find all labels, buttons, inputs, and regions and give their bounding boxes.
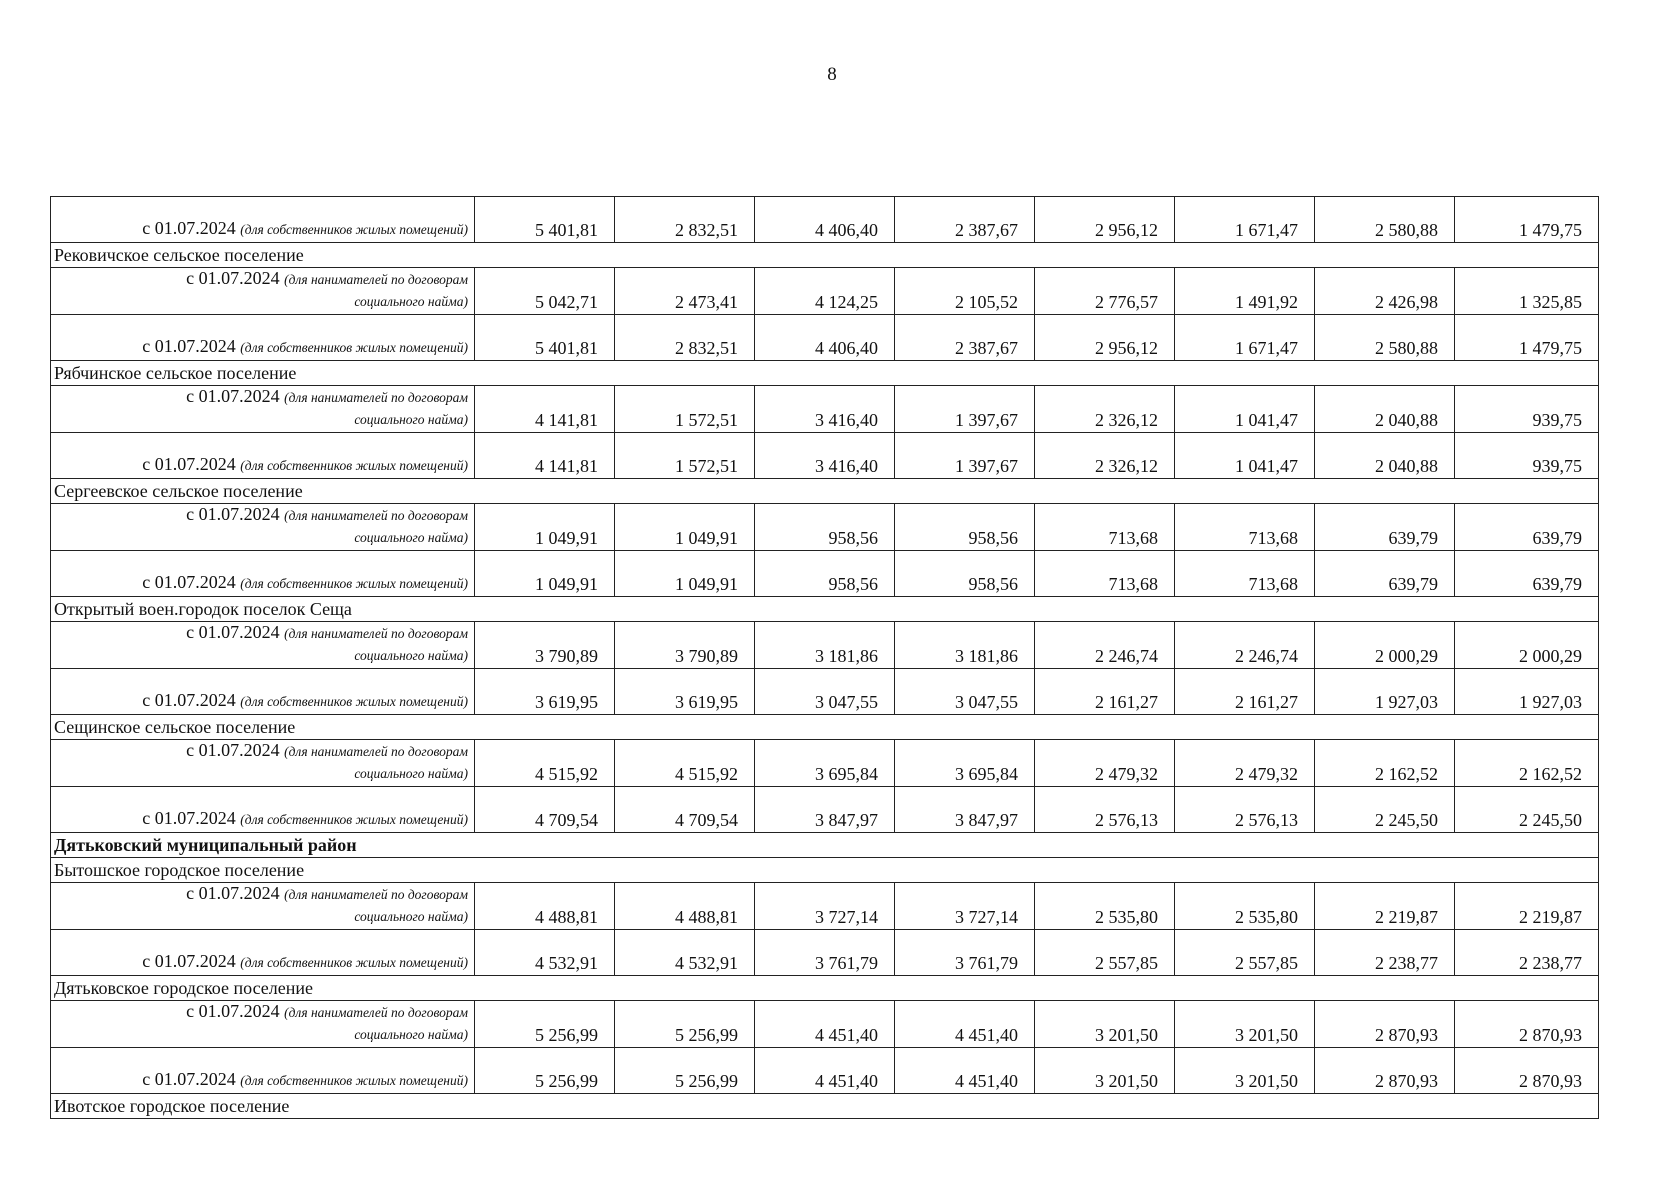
section-row xyxy=(51,715,1599,740)
tariff-value: 2 776,57 xyxy=(1035,268,1175,315)
table-row xyxy=(51,740,1599,787)
tariff-value: 2 479,32 xyxy=(1175,740,1315,787)
section-title: Рековичское сельское поселение xyxy=(51,243,1599,268)
tariff-value: 2 040,88 xyxy=(1315,386,1455,433)
row-label xyxy=(51,669,475,715)
tariff-value: 2 105,52 xyxy=(895,268,1035,315)
row-label xyxy=(51,930,475,976)
tariff-value: 2 870,93 xyxy=(1315,1048,1455,1094)
tariff-value: 639,79 xyxy=(1315,504,1455,551)
tenant-note-line1: (для нанимателей по договорам xyxy=(284,1005,468,1020)
tariff-value: 4 532,91 xyxy=(475,930,615,976)
tariff-value: 1 397,67 xyxy=(895,433,1035,479)
tariff-value: 958,56 xyxy=(755,504,895,551)
date-label: с 01.07.2024 xyxy=(142,454,236,474)
table-row xyxy=(51,669,1599,715)
tariff-value: 4 709,54 xyxy=(615,787,755,833)
tariff-value: 4 141,81 xyxy=(475,433,615,479)
tariff-value: 2 246,74 xyxy=(1175,622,1315,669)
table-row xyxy=(51,268,1599,315)
tariff-value: 2 535,80 xyxy=(1175,883,1315,930)
owner-note: (для собственников жилых помещений) xyxy=(240,222,468,237)
tariff-value: 713,68 xyxy=(1175,551,1315,597)
tariff-value: 2 162,52 xyxy=(1455,740,1599,787)
tariff-value: 4 406,40 xyxy=(755,315,895,361)
tariff-value: 2 245,50 xyxy=(1455,787,1599,833)
date-label: с 01.07.2024 xyxy=(186,504,280,524)
tariff-value: 3 727,14 xyxy=(895,883,1035,930)
owner-note: (для собственников жилых помещений) xyxy=(240,955,468,970)
tariff-value: 4 532,91 xyxy=(615,930,755,976)
tariff-value: 2 535,80 xyxy=(1035,883,1175,930)
tariff-value: 4 141,81 xyxy=(475,386,615,433)
tariff-value: 2 387,67 xyxy=(895,197,1035,243)
tariff-value: 3 727,14 xyxy=(755,883,895,930)
tenant-note-line1: (для нанимателей по договорам xyxy=(284,390,468,405)
tariff-value: 4 406,40 xyxy=(755,197,895,243)
tariff-value: 2 870,93 xyxy=(1315,1001,1455,1048)
tariff-value: 3 619,95 xyxy=(615,669,755,715)
owner-note: (для собственников жилых помещений) xyxy=(240,576,468,591)
section-title: Бытошское городское поселение xyxy=(51,858,1599,883)
tariff-value: 2 557,85 xyxy=(1035,930,1175,976)
tariff-value: 3 201,50 xyxy=(1035,1001,1175,1048)
tariff-value: 3 047,55 xyxy=(755,669,895,715)
date-label: с 01.07.2024 xyxy=(186,883,280,903)
tariff-value: 2 387,67 xyxy=(895,315,1035,361)
row-label xyxy=(51,433,475,479)
tariff-value: 1 049,91 xyxy=(615,551,755,597)
tariff-value: 4 124,25 xyxy=(755,268,895,315)
tariff-value: 4 451,40 xyxy=(895,1001,1035,1048)
tariff-value: 2 576,13 xyxy=(1035,787,1175,833)
tariff-value: 2 956,12 xyxy=(1035,197,1175,243)
row-label xyxy=(51,622,475,669)
table-row xyxy=(51,433,1599,479)
tenant-note-line1: (для нанимателей по договорам xyxy=(284,626,468,641)
tariff-value: 3 695,84 xyxy=(895,740,1035,787)
tariff-value: 2 870,93 xyxy=(1455,1048,1599,1094)
tariff-value: 1 671,47 xyxy=(1175,315,1315,361)
date-label: с 01.07.2024 xyxy=(186,622,280,642)
tenant-note-line2: социального найма) xyxy=(354,530,468,545)
tariff-value: 3 181,86 xyxy=(895,622,1035,669)
section-title: Дятьковский муниципальный район xyxy=(51,833,1599,858)
tenant-note-line1: (для нанимателей по договорам xyxy=(284,272,468,287)
tariff-value: 3 201,50 xyxy=(1175,1048,1315,1094)
tariff-value: 2 832,51 xyxy=(615,197,755,243)
row-label xyxy=(51,268,475,315)
tariff-value: 3 201,50 xyxy=(1035,1048,1175,1094)
table-row xyxy=(51,622,1599,669)
row-label xyxy=(51,504,475,551)
tariff-value: 639,79 xyxy=(1455,551,1599,597)
tariff-value: 4 488,81 xyxy=(475,883,615,930)
tariff-value: 2 245,50 xyxy=(1315,787,1455,833)
row-label xyxy=(51,1048,475,1094)
tariff-value: 2 832,51 xyxy=(615,315,755,361)
tariff-value: 1 049,91 xyxy=(475,551,615,597)
tenant-note-line1: (для нанимателей по договорам xyxy=(284,887,468,902)
tariff-value: 1 572,51 xyxy=(615,386,755,433)
tariff-value: 958,56 xyxy=(895,504,1035,551)
section-row xyxy=(51,243,1599,268)
tariff-value: 2 576,13 xyxy=(1175,787,1315,833)
section-row xyxy=(51,1094,1599,1119)
tariff-value: 2 426,98 xyxy=(1315,268,1455,315)
tenant-note-line1: (для нанимателей по договорам xyxy=(284,508,468,523)
tariff-value: 3 416,40 xyxy=(755,386,895,433)
section-title: Рябчинское сельское поселение xyxy=(51,361,1599,386)
tariff-value: 713,68 xyxy=(1035,551,1175,597)
section-title: Открытый воен.городок поселок Сеща xyxy=(51,597,1599,622)
tenant-note-line2: социального найма) xyxy=(354,412,468,427)
tariff-table xyxy=(50,196,1599,1119)
tariff-value: 4 451,40 xyxy=(895,1048,1035,1094)
tariff-value: 939,75 xyxy=(1455,433,1599,479)
tariff-value: 5 042,71 xyxy=(475,268,615,315)
tariff-value: 3 416,40 xyxy=(755,433,895,479)
section-row xyxy=(51,976,1599,1001)
date-label: с 01.07.2024 xyxy=(142,1069,236,1089)
tariff-value: 5 256,99 xyxy=(615,1001,755,1048)
date-label: с 01.07.2024 xyxy=(186,1001,280,1021)
table-row xyxy=(51,386,1599,433)
tariff-value: 3 790,89 xyxy=(475,622,615,669)
date-label: с 01.07.2024 xyxy=(142,690,236,710)
tariff-value: 2 161,27 xyxy=(1175,669,1315,715)
tenant-note-line2: социального найма) xyxy=(354,648,468,663)
tariff-value: 5 256,99 xyxy=(615,1048,755,1094)
tariff-value: 2 219,87 xyxy=(1455,883,1599,930)
tariff-value: 4 488,81 xyxy=(615,883,755,930)
date-label: с 01.07.2024 xyxy=(142,808,236,828)
tariff-value: 1 927,03 xyxy=(1455,669,1599,715)
tariff-value: 1 927,03 xyxy=(1315,669,1455,715)
table-row xyxy=(51,883,1599,930)
tariff-value: 3 761,79 xyxy=(895,930,1035,976)
tariff-value: 5 256,99 xyxy=(475,1048,615,1094)
tariff-value: 2 580,88 xyxy=(1315,197,1455,243)
section-row xyxy=(51,361,1599,386)
tariff-value: 1 479,75 xyxy=(1455,315,1599,361)
tariff-value: 1 041,47 xyxy=(1175,386,1315,433)
table-row xyxy=(51,930,1599,976)
row-label xyxy=(51,1001,475,1048)
tariff-value: 2 557,85 xyxy=(1175,930,1315,976)
tariff-value: 2 326,12 xyxy=(1035,433,1175,479)
date-label: с 01.07.2024 xyxy=(142,572,236,592)
tariff-value: 2 238,77 xyxy=(1315,930,1455,976)
section-title: Ивотское городское поселение xyxy=(51,1094,1599,1119)
date-label: с 01.07.2024 xyxy=(142,336,236,356)
date-label: с 01.07.2024 xyxy=(186,386,280,406)
tariff-value: 4 451,40 xyxy=(755,1048,895,1094)
tariff-value: 2 000,29 xyxy=(1315,622,1455,669)
tariff-value: 1 049,91 xyxy=(475,504,615,551)
table-row xyxy=(51,504,1599,551)
date-label: с 01.07.2024 xyxy=(186,740,280,760)
tariff-value: 5 401,81 xyxy=(475,197,615,243)
tariff-value: 3 790,89 xyxy=(615,622,755,669)
tariff-value: 2 326,12 xyxy=(1035,386,1175,433)
tariff-value: 5 401,81 xyxy=(475,315,615,361)
row-label xyxy=(51,883,475,930)
tariff-value: 1 479,75 xyxy=(1455,197,1599,243)
tariff-value: 639,79 xyxy=(1315,551,1455,597)
tariff-value: 713,68 xyxy=(1035,504,1175,551)
row-label xyxy=(51,551,475,597)
tariff-value: 639,79 xyxy=(1455,504,1599,551)
owner-note: (для собственников жилых помещений) xyxy=(240,812,468,827)
tariff-value: 2 473,41 xyxy=(615,268,755,315)
tariff-value: 2 580,88 xyxy=(1315,315,1455,361)
tariff-value: 2 246,74 xyxy=(1035,622,1175,669)
tariff-value: 2 238,77 xyxy=(1455,930,1599,976)
owner-note: (для собственников жилых помещений) xyxy=(240,1073,468,1088)
tenant-note-line2: социального найма) xyxy=(354,766,468,781)
tariff-value: 939,75 xyxy=(1455,386,1599,433)
tariff-value: 3 047,55 xyxy=(895,669,1035,715)
tariff-value: 2 870,93 xyxy=(1455,1001,1599,1048)
section-row xyxy=(51,833,1599,858)
section-title: Сергеевское сельское поселение xyxy=(51,479,1599,504)
tariff-value: 1 397,67 xyxy=(895,386,1035,433)
tariff-value: 3 847,97 xyxy=(755,787,895,833)
tariff-value: 3 619,95 xyxy=(475,669,615,715)
tariff-value: 4 515,92 xyxy=(475,740,615,787)
tariff-value: 713,68 xyxy=(1175,504,1315,551)
tariff-value: 3 761,79 xyxy=(755,930,895,976)
tariff-value: 2 162,52 xyxy=(1315,740,1455,787)
row-label xyxy=(51,315,475,361)
date-label: с 01.07.2024 xyxy=(186,268,280,288)
tariff-value: 958,56 xyxy=(895,551,1035,597)
table-row xyxy=(51,197,1599,243)
tariff-value: 3 181,86 xyxy=(755,622,895,669)
section-title: Дятьковское городское поселение xyxy=(51,976,1599,1001)
tariff-value: 1 572,51 xyxy=(615,433,755,479)
tariff-value: 1 325,85 xyxy=(1455,268,1599,315)
table-body xyxy=(51,197,1599,1119)
tenant-note-line2: социального найма) xyxy=(354,1027,468,1042)
row-label xyxy=(51,787,475,833)
tariff-value: 3 201,50 xyxy=(1175,1001,1315,1048)
tariff-value: 2 479,32 xyxy=(1035,740,1175,787)
tariff-value: 2 161,27 xyxy=(1035,669,1175,715)
section-title: Сещинское сельское поселение xyxy=(51,715,1599,740)
tenant-note-line1: (для нанимателей по договорам xyxy=(284,744,468,759)
date-label: с 01.07.2024 xyxy=(142,218,236,238)
tariff-value: 1 491,92 xyxy=(1175,268,1315,315)
tariff-value: 3 847,97 xyxy=(895,787,1035,833)
row-label xyxy=(51,386,475,433)
row-label xyxy=(51,740,475,787)
tariff-value: 2 956,12 xyxy=(1035,315,1175,361)
table-row xyxy=(51,315,1599,361)
owner-note: (для собственников жилых помещений) xyxy=(240,340,468,355)
section-row xyxy=(51,858,1599,883)
tariff-value: 2 219,87 xyxy=(1315,883,1455,930)
tenant-note-line2: социального найма) xyxy=(354,909,468,924)
tariff-value: 2 040,88 xyxy=(1315,433,1455,479)
date-label: с 01.07.2024 xyxy=(142,951,236,971)
tariff-value: 1 041,47 xyxy=(1175,433,1315,479)
page-number: 8 xyxy=(827,64,837,85)
tariff-value: 2 000,29 xyxy=(1455,622,1599,669)
tenant-note-line2: социального найма) xyxy=(354,294,468,309)
table-row xyxy=(51,787,1599,833)
section-row xyxy=(51,597,1599,622)
row-label xyxy=(51,197,475,243)
tariff-value: 5 256,99 xyxy=(475,1001,615,1048)
tariff-value: 4 451,40 xyxy=(755,1001,895,1048)
tariff-value: 4 709,54 xyxy=(475,787,615,833)
table-row xyxy=(51,1001,1599,1048)
tariff-value: 4 515,92 xyxy=(615,740,755,787)
table-row xyxy=(51,551,1599,597)
section-row xyxy=(51,479,1599,504)
tariff-value: 3 695,84 xyxy=(755,740,895,787)
owner-note: (для собственников жилых помещений) xyxy=(240,694,468,709)
tariff-value: 1 049,91 xyxy=(615,504,755,551)
owner-note: (для собственников жилых помещений) xyxy=(240,458,468,473)
tariff-value: 1 671,47 xyxy=(1175,197,1315,243)
tariff-value: 958,56 xyxy=(755,551,895,597)
table-row xyxy=(51,1048,1599,1094)
